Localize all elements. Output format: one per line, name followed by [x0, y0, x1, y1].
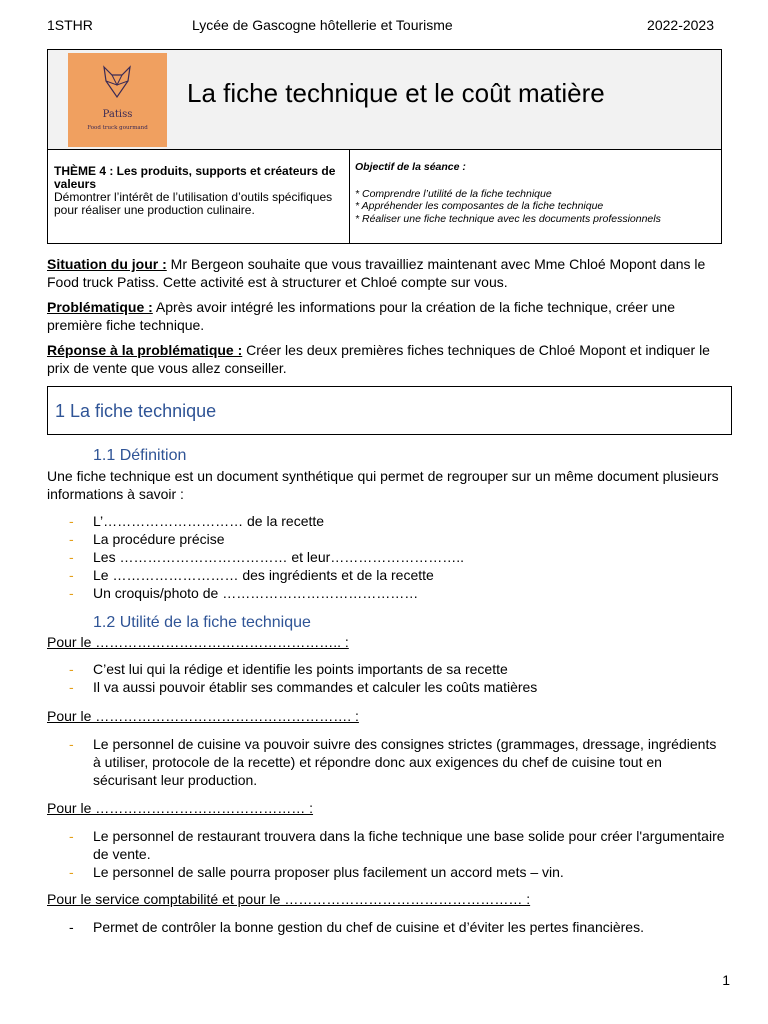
school-year: 2022-2023: [647, 17, 714, 33]
list-item: - Il va aussi pouvoir établir ses commandes et calculer les coûts matières: [69, 679, 538, 695]
objective-item: * Appréhender les composantes de la fiche technique: [355, 200, 604, 212]
objective-item: * Réaliser une fiche technique avec les documents professionnels: [355, 212, 661, 225]
objective-item: * Comprendre l’utilité de la fiche technique: [355, 187, 552, 200]
section-1-heading-box: [47, 386, 732, 435]
list-item: - Le ……………………… des ingrédients et de la recette: [69, 567, 434, 583]
situation-paragraph: [47, 255, 727, 291]
utility-label-2: Pour le ………………………………………………. :: [47, 708, 359, 724]
reponse-label: Réponse à la problématique :: [47, 342, 243, 358]
utility-list-3: [47, 827, 727, 881]
subsection-1-1-title: 1.1 Définition: [93, 447, 187, 464]
utility-label-4: Pour le service comptabilité et pour le …………………………………………… :: [47, 891, 531, 907]
utility-list-1: [47, 660, 727, 696]
logo-tagline: Food truck gourmand: [87, 125, 148, 131]
utility-label-1: Pour le …………………………………………….. :: [47, 634, 349, 650]
theme-objective-box: [47, 149, 722, 244]
list-item: - C’est lui qui la rédige et identifie les points importants de sa recette: [69, 661, 508, 677]
page-header: [47, 17, 714, 35]
situation-text: Mr Bergeon souhaite que vous travailliez maintenant avec Mme Chloé Mopont dans le Food truck Patiss. Cette activité est à structurer et Chloé compte sur vous.: [47, 256, 706, 290]
section-1-title: 1 La fiche technique: [55, 401, 217, 421]
theme-cell: [54, 165, 344, 217]
list-item: - Permet de contrôler la bonne gestion du chef de cuisine et d’éviter les pertes financières.: [69, 919, 644, 935]
reponse-text: Créer les deux premières fiches techniques de Chloé Mopont et indiquer le prix de vente que vous allez conseiller.: [47, 342, 710, 376]
page-number: 1: [722, 972, 730, 988]
subsection-1-2-title: 1.2 Utilité de la fiche technique: [93, 614, 311, 631]
school-name: Lycée de Gascogne hôtellerie et Tourisme: [192, 17, 453, 33]
objective-cell: [355, 161, 715, 225]
list-item: - Un croquis/photo de ……………………………………: [69, 585, 419, 601]
list-item: - Le personnel de restaurant trouvera dans la fiche technique une base solide pour créer l'argumentaire de vente.: [69, 828, 725, 862]
page-title: La fiche technique et le coût matière: [187, 78, 605, 108]
list-item: - Les ……………………………… et leur………………………..: [69, 549, 465, 565]
situation-label: Situation du jour :: [47, 256, 167, 272]
utility-label-3: Pour le ……………………………………… :: [47, 800, 314, 816]
cell-divider: [349, 149, 350, 243]
objective-title: Objectif de la séance :: [355, 161, 466, 173]
list-item: - La procédure précise: [69, 531, 225, 547]
theme-title: THÈME 4 : Les produits, supports et créateurs de valeurs: [54, 164, 336, 191]
list-item: - Le personnel de salle pourra proposer plus facilement un accord mets – vin.: [69, 864, 564, 880]
reponse-paragraph: [47, 341, 727, 377]
utility-list-4: [47, 918, 727, 936]
problematique-paragraph: [47, 298, 727, 334]
list-item: - L’………………………… de la recette: [69, 513, 325, 529]
logo-brand: Patiss: [102, 109, 133, 120]
list-item: - Le personnel de cuisine va pouvoir suivre des consignes strictes (grammages, dressage, ingrédients à utiliser, protocole de la recette) et répondre donc aux exigences du chef de cuisine tout en sécurisant leur production.: [69, 736, 717, 788]
patiss-logo: [68, 53, 167, 147]
theme-text: Démontrer l’intérêt de l’utilisation d’outils spécifiques pour réaliser une production culinaire.: [54, 190, 333, 217]
title-box: [47, 49, 722, 150]
problematique-label: Problématique :: [47, 299, 153, 315]
definition-intro: Une fiche technique est un document synthétique qui permet de regrouper sur un même document plusieurs informations à savoir :: [47, 468, 719, 502]
utility-list-2: [47, 735, 727, 789]
class-label: 1STHR: [47, 17, 93, 33]
fox-icon: [102, 65, 132, 99]
definition-list: [47, 512, 727, 602]
problematique-text: Après avoir intégré les informations pour la création de la fiche technique, créer une première fiche technique.: [47, 299, 675, 333]
